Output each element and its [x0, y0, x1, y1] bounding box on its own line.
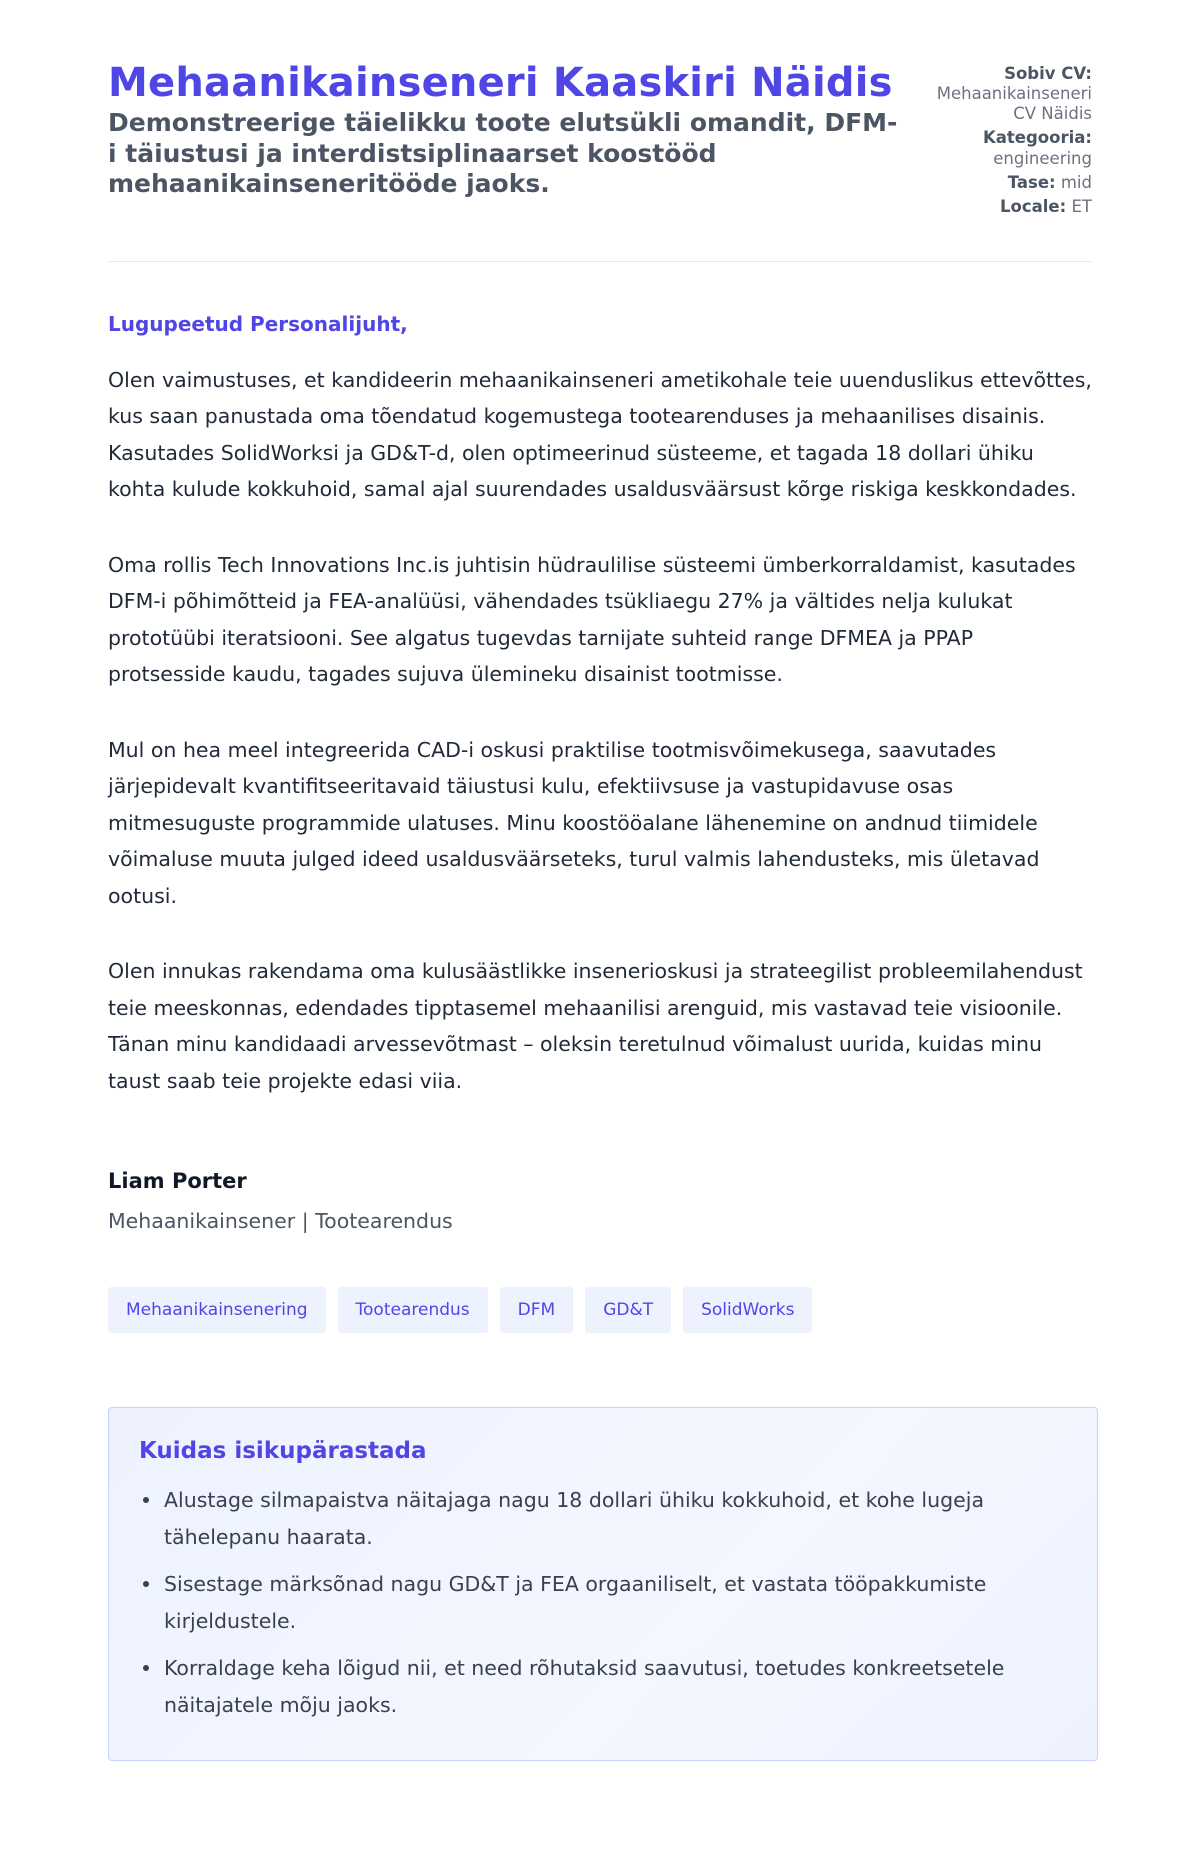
meta-locale-value: ET — [1071, 196, 1092, 216]
tag-chip[interactable]: Tootearendus — [338, 1287, 488, 1333]
meta-fit — [912, 64, 1092, 124]
tag-chip[interactable]: DFM — [500, 1287, 574, 1333]
meta-fit-label: Sobiv CV: — [1004, 64, 1092, 83]
tips-list — [139, 1482, 1067, 1723]
tag-list — [108, 1287, 1092, 1333]
letter-paragraph: Oma rollis Tech Innovations Inc.is juhtisin hüdraulilise süsteemi ümberkorraldamist, kasutades DFM-i põhimõtteid ja FEA-analüüsi, vähendades tsükliaegu 27% ja vältides nelja kulukat prototüübi iteratsiooni. See algatus tugevdas tarnijate suhteid range DFMEA ja PPAP protsesside kaudu, tagades sujuva ülemineku disainist tootmisse. — [108, 552, 1076, 687]
letter-salutation: Lugupeetud Personalijuht, — [108, 311, 408, 336]
letter-paragraph: Olen vaimustuses, et kandideerin mehaanikainseneri ametikohale teie uuenduslikus ettevõttes, kus saan panustada oma tõendatud kogemustega tootearenduses ja mehaanilises disainis. Kasutades SolidWorksi ja GD&T-d, olen optimeerinud süsteeme, et tagada 18 dollari ühiku kohta kulude kokkuhoid, samal ajal suurendades usaldusväärsust kõrge riskiga keskkondades. — [108, 367, 1092, 502]
page-title: Mehaanikainseneri Kaaskiri Näidis — [108, 60, 893, 106]
tag-chip[interactable]: Mehaanikainsenering — [108, 1287, 326, 1333]
letter-paragraph: Mul on hea meel integreerida CAD-i oskusi praktilise tootmisvõimekusega, saavutades järjepidevalt kvantifitseeritavaid täiustusi kulu, efektiivsuse ja vastupidavuse osas mitmesuguste programmide ulatuses. Minu koostööalane lähenemine on andnud tiimidele võimaluse muuta julged ideed usaldusväärseteks, turul valmis lahendusteks, mis ületavad ootusi. — [108, 737, 1040, 908]
meta-category-value: engineering — [993, 148, 1092, 168]
tips-box — [108, 1407, 1098, 1761]
page-header — [108, 60, 1092, 262]
tips-item: Sisestage märksõnad nagu GD&T ja FEA orgaaniliselt, et vastata tööpakkumiste kirjeldustele. — [139, 1566, 1067, 1639]
meta-level-value: mid — [1060, 172, 1092, 192]
tag-chip[interactable]: SolidWorks — [683, 1287, 812, 1333]
tag-chip[interactable]: GD&T — [585, 1287, 671, 1333]
signature-role: Mehaanikainsener | Tootearendus — [108, 1209, 453, 1234]
letter-body — [108, 362, 1092, 1100]
meta-locale-label: Locale: — [1000, 196, 1067, 216]
meta-category — [912, 128, 1092, 168]
tips-item: Korraldage keha lõigud nii, et need rõhutaksid saavutusi, toetudes konkreetsetele näitajatele mõju jaoks. — [139, 1650, 1067, 1723]
signature-name: Liam Porter — [108, 1169, 247, 1194]
meta-panel — [912, 64, 1092, 221]
meta-level — [912, 173, 1092, 193]
meta-level-label: Tase: — [1007, 172, 1056, 192]
page-subtitle: Demonstreerige täielikku toote elutsükli omandit, DFM-i täiustusi ja interdistsiplinaarset koostööd mehaanikainseneritööde jaoks. — [108, 108, 898, 198]
tips-title: Kuidas isikupärastada — [139, 1438, 427, 1465]
header-titles — [108, 60, 898, 200]
meta-locale — [912, 197, 1092, 217]
meta-fit-value: Mehaanikainseneri CV Näidis — [936, 84, 1092, 124]
tips-item: Alustage silmapaistva näitajaga nagu 18 dollari ühiku kokkuhoid, et kohe lugeja tähelepanu haarata. — [139, 1482, 1067, 1555]
letter-paragraph: Olen innukas rakendama oma kulusäästlikke insenerioskusi ja strateegilist probleemilahendust teie meeskonnas, edendades tipptasemel mehaanilisi arenguid, mis vastavad teie visioonile. Tänan minu kandidaadi arvessevõtmast – oleksin teretulnud võimalust uurida, kuidas minu taust saab teie projekte edasi viia. — [108, 959, 1083, 1093]
meta-category-label: Kategooria: — [982, 128, 1092, 148]
